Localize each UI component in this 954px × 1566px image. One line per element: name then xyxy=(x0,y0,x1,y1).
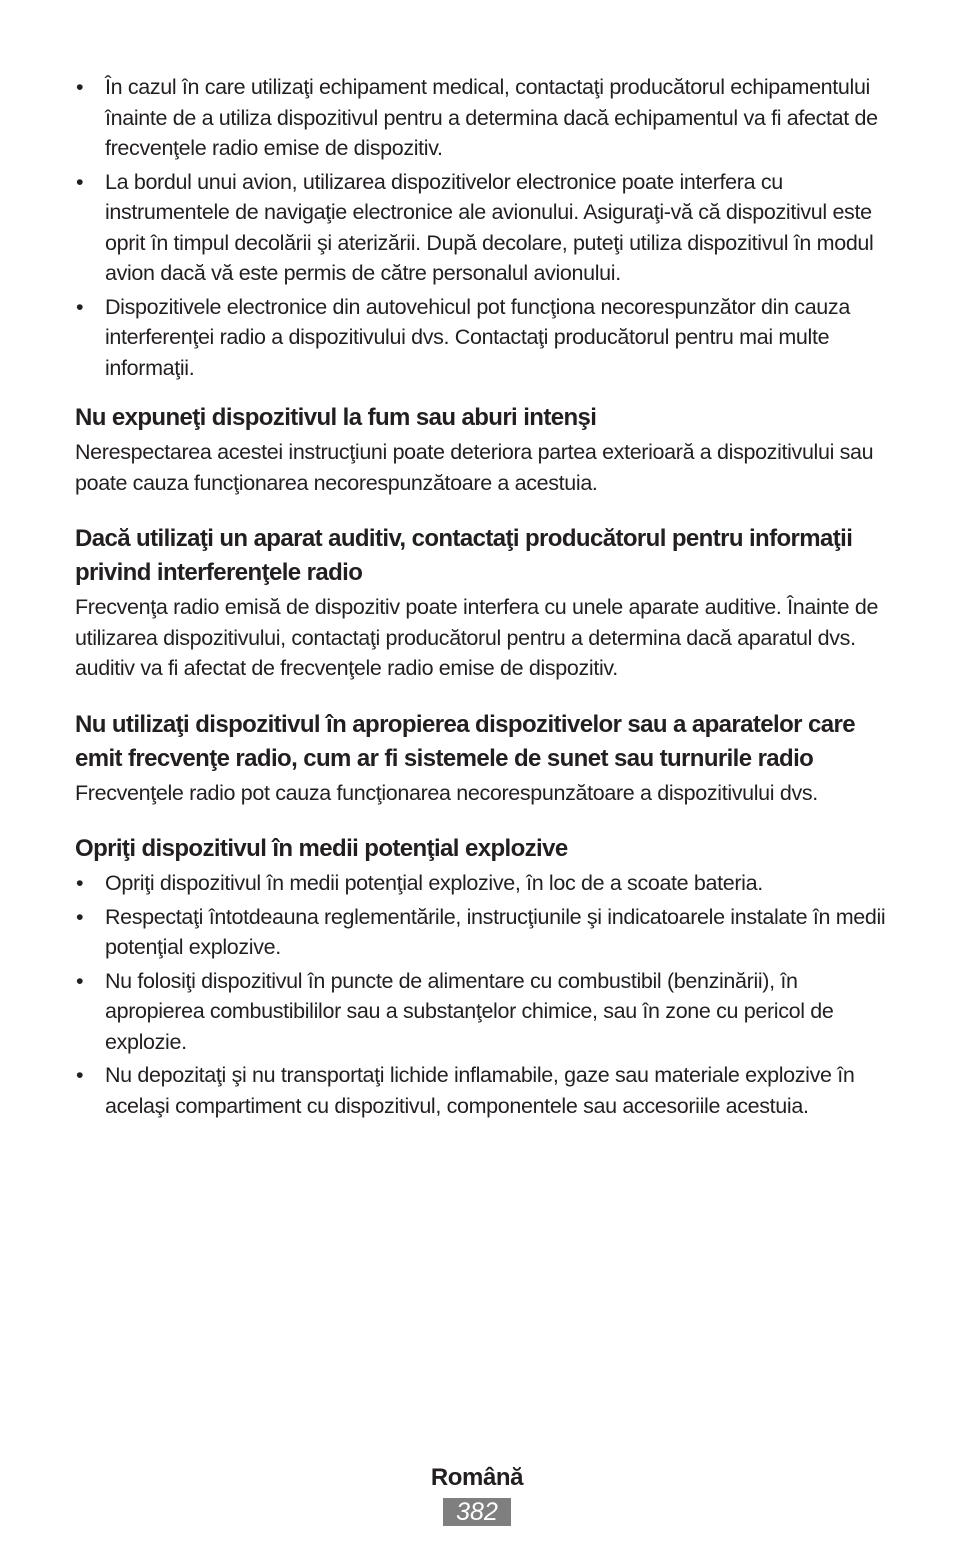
list-item xyxy=(75,72,887,164)
section-body: Frecvenţele radio pot cauza funcţionarea necorespunzătoare a dispozitivului dvs. xyxy=(75,780,818,805)
bullet-marker: • xyxy=(76,968,84,993)
bullet-marker: • xyxy=(76,75,84,99)
document-page xyxy=(75,72,887,1124)
section-radio-emitters xyxy=(75,708,887,809)
list-item xyxy=(75,167,887,289)
list-item xyxy=(75,966,887,1058)
list-item-text: La bordul unui avion, utilizarea dispozitivelor electronice poate interfera cu instrumentele de navigaţie electronice ale avionului. Asiguraţi-vă că dispozitivul este oprit în timpul decolării şi aterizării. După decolare, puteţi utiliza dispozitivul în modul avion dacă vă este permis de către personalul avionului. xyxy=(105,169,874,285)
page-number: 382 xyxy=(443,1498,511,1526)
intro-bullet-list xyxy=(75,72,887,383)
list-item-text: Opriţi dispozitivul în medii potenţial explozive, în loc de a scoate bateria. xyxy=(105,871,763,895)
footer-language: Română xyxy=(430,1464,524,1491)
page-footer xyxy=(0,1462,954,1526)
list-item xyxy=(75,868,887,899)
section-hearing-aid xyxy=(75,522,887,684)
bullet-marker: • xyxy=(76,169,84,194)
list-item-text: Nu folosiţi dispozitivul în puncte de alimentare cu combustibil (benzinării), în apropierea combustibililor sau a substanţelor chimice, sau în zone cu pericol de explozie. xyxy=(105,968,834,1054)
list-item xyxy=(75,1060,887,1121)
explosive-bullet-list xyxy=(75,868,887,1121)
bullet-marker: • xyxy=(76,1063,84,1087)
list-item-text: Nu depozitaţi şi nu transportaţi lichide inflamabile, gaze sau materiale explozive în acelaşi compartiment cu dispozitivul, componentele sau accesoriile acestuia. xyxy=(105,1063,855,1118)
list-item xyxy=(75,292,887,384)
list-item-text: Dispozitivele electronice din autovehicul pot funcţiona necorespunzător din cauza interferenţei radio a dispozitivului dvs. Contactaţi producătorul pentru mai multe informaţii. xyxy=(105,294,850,380)
section-explosive-environments xyxy=(75,832,887,1121)
section-body: Nerespectarea acestei instrucţiuni poate deteriora partea exterioară a dispozitivului sau poate cauza funcţionarea necorespunzătoare a acestuia. xyxy=(75,440,874,495)
section-smoke-vapors xyxy=(75,401,887,498)
section-heading: Dacă utilizaţi un aparat auditiv, contactaţi producătorul pentru informaţii privind interferenţele radio xyxy=(75,525,853,586)
section-body: Frecvenţa radio emisă de dispozitiv poate interfera cu unele aparate auditive. Înainte de utilizarea dispozitivului, contactaţi producătorul pentru a determina dacă aparatul dvs. auditiv va fi afectat de frecvenţele radio emise de dispozitiv. xyxy=(75,595,879,680)
bullet-marker: • xyxy=(76,904,84,929)
section-heading: Nu expuneţi dispozitivul la fum sau aburi intenşi xyxy=(75,404,597,431)
section-heading: Nu utilizaţi dispozitivul în apropierea dispozitivelor sau a aparatelor care emit frecvenţe radio, cum ar fi sistemele de sunet sau turnurile radio xyxy=(75,710,855,772)
list-item-text: Respectaţi întotdeauna reglementările, instrucţiunile şi indicatoarele instalate în medii potenţial explozive. xyxy=(105,904,886,959)
bullet-marker: • xyxy=(76,871,84,895)
list-item xyxy=(75,902,887,963)
list-item-text: În cazul în care utilizaţi echipament medical, contactaţi producătorul echipamentului înainte de a utiliza dispozitivul pentru a determina dacă echipamentul va fi afectat de frecvenţele radio emise de dispozitiv. xyxy=(105,75,878,160)
section-heading: Opriţi dispozitivul în medii potenţial explozive xyxy=(75,835,568,862)
bullet-marker: • xyxy=(76,294,84,319)
